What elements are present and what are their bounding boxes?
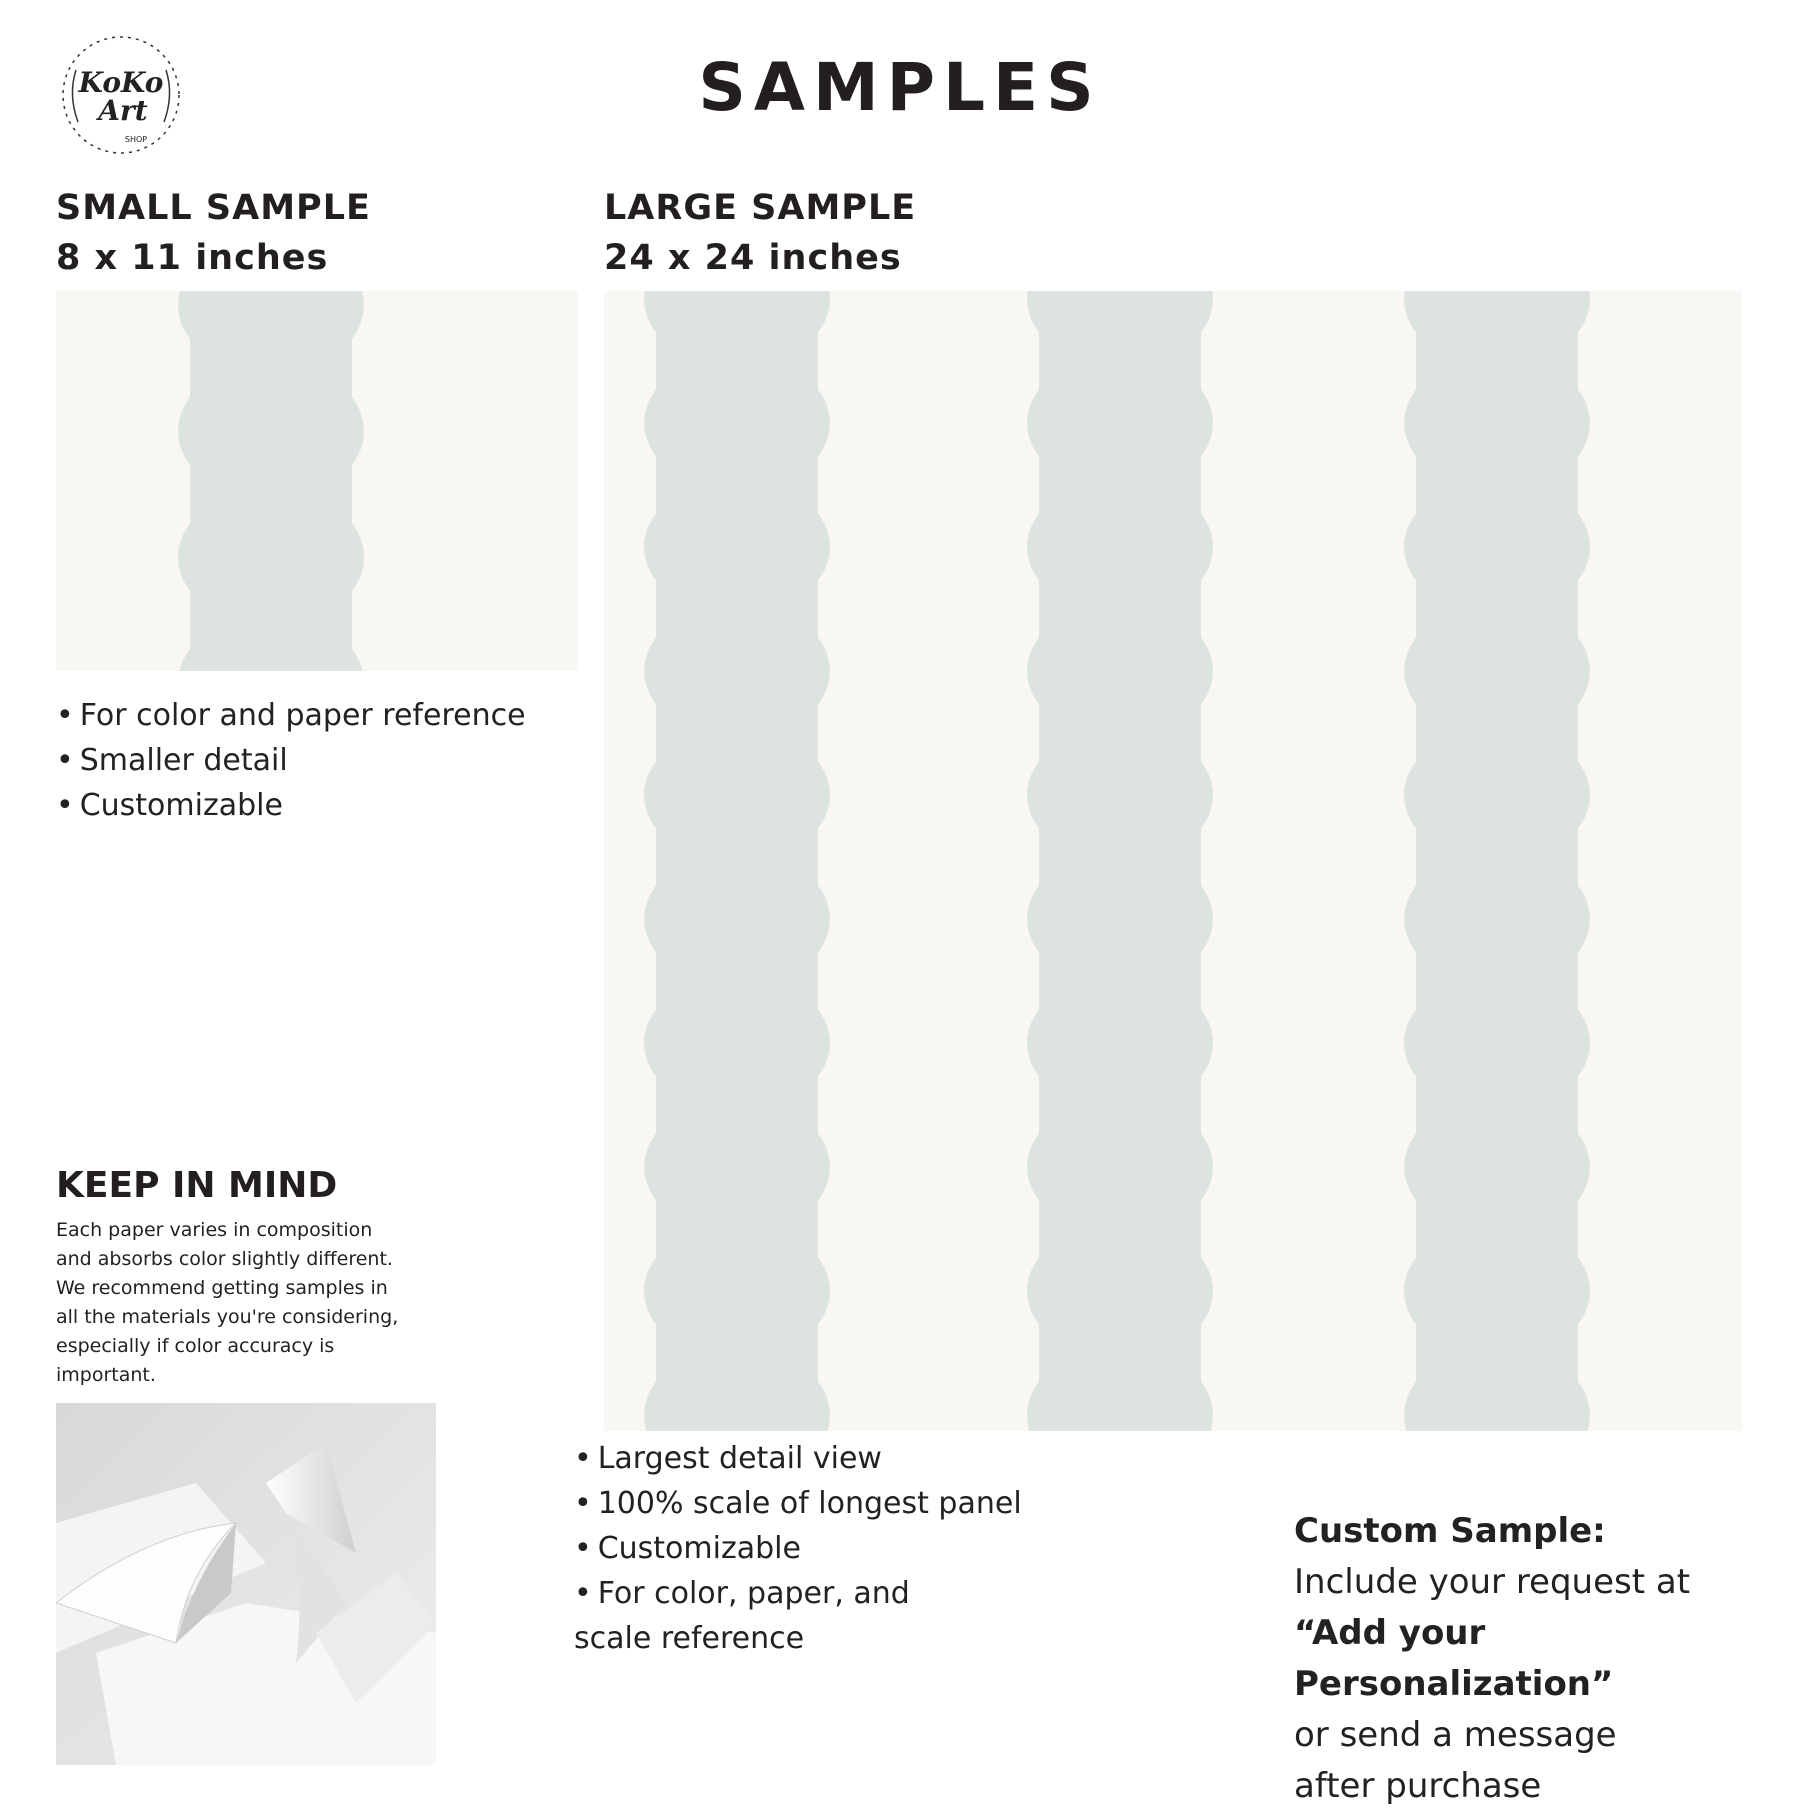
list-item: • Customizable (56, 783, 526, 828)
svg-text:KoKo: KoKo (78, 66, 164, 99)
scallop-stripe (1404, 291, 1590, 1431)
small-sample-bullets (56, 693, 526, 828)
text-line: or send a message (1294, 1715, 1617, 1755)
list-item-continuation: scale reference (574, 1621, 805, 1656)
keep-in-mind-text (56, 1216, 446, 1390)
custom-sample-title: Custom Sample: (1294, 1511, 1606, 1551)
scallop-stripe (644, 291, 830, 1431)
text-line: after purchase (1294, 1766, 1542, 1806)
large-sample-image (604, 291, 1742, 1431)
text-line: We recommend getting samples in (56, 1277, 388, 1299)
small-sample-title: SMALL SAMPLE (56, 188, 371, 228)
scallop-band (190, 291, 352, 671)
keep-in-mind-heading: KEEP IN MIND (56, 1165, 338, 1206)
scallop-band (1416, 291, 1578, 1431)
large-sample-title: LARGE SAMPLE (604, 188, 917, 228)
text-line: Include your request at (1294, 1562, 1691, 1602)
scallop-band (656, 291, 818, 1431)
text-line: important. (56, 1364, 156, 1386)
svg-text:SHOP: SHOP (124, 135, 148, 144)
scallop-stripe (1027, 291, 1213, 1431)
paper-samples-photo (56, 1403, 436, 1765)
small-sample-size: 8 x 11 inches (56, 238, 329, 278)
list-item: • For color and paper reference (56, 693, 526, 738)
scallop-stripe (178, 291, 364, 671)
personalization-emphasis: “Add your Personalization” (1294, 1613, 1614, 1704)
text-line: Each paper varies in composition (56, 1219, 373, 1241)
text-line: and absorbs color slightly different. (56, 1248, 393, 1270)
list-item: • Smaller detail (56, 738, 526, 783)
large-sample-heading (604, 183, 916, 283)
svg-text:Art: Art (98, 94, 148, 127)
small-sample-heading (56, 183, 371, 283)
text-line: all the materials you're considering, (56, 1306, 399, 1328)
page-title: SAMPLES (698, 49, 1102, 126)
large-sample-bullets (574, 1436, 1134, 1661)
list-item: • For color, paper, and (574, 1571, 1134, 1616)
list-item: • 100% scale of longest panel (574, 1481, 1134, 1526)
small-sample-image (56, 291, 578, 671)
scallop-band (1039, 291, 1201, 1431)
list-item: • Customizable (574, 1526, 1134, 1571)
text-line: especially if color accuracy is (56, 1335, 335, 1357)
custom-sample-note (1294, 1506, 1794, 1812)
large-sample-size: 24 x 24 inches (604, 238, 902, 278)
list-item: • Largest detail view (574, 1436, 1134, 1481)
